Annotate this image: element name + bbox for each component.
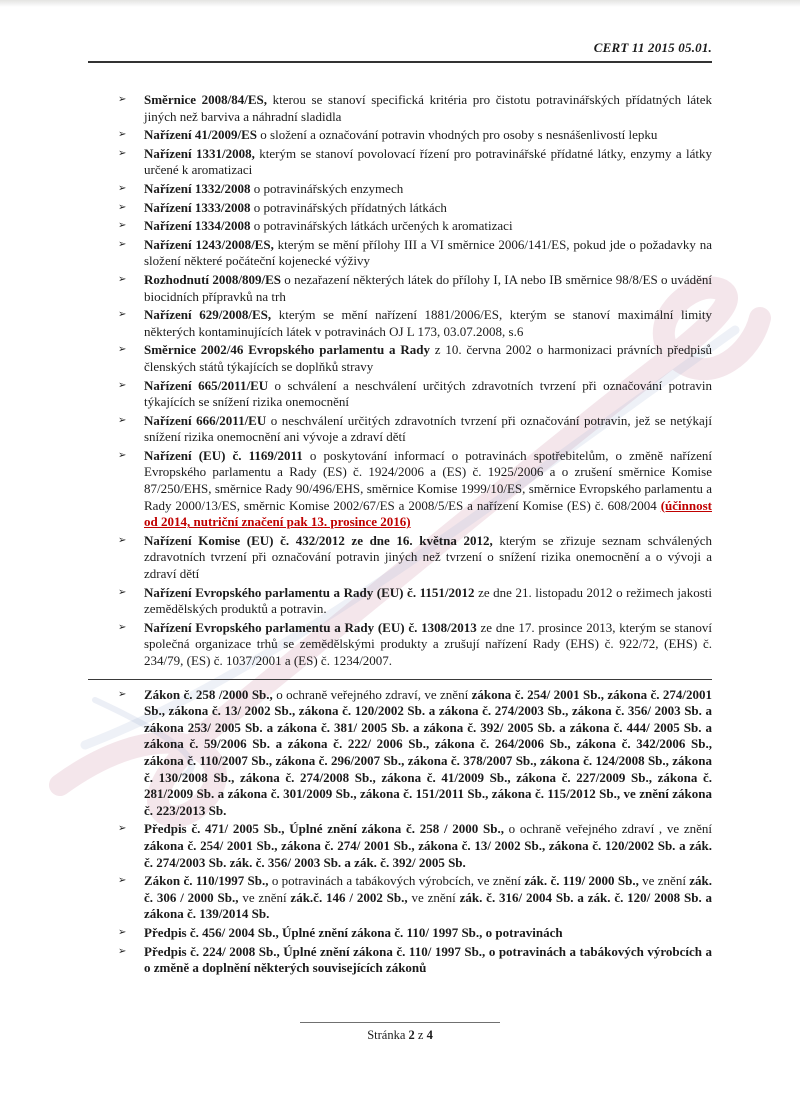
text-segment: Nařízení 665/2011/EU	[144, 377, 275, 393]
list-item-text	[144, 585, 712, 618]
list-item-text	[144, 533, 712, 583]
text-segment: z 10. června 2002 o harmonizaci právních předpisů členských států týkajících se doplňků stravy	[144, 342, 713, 374]
text-segment: o potravinářských přídatných látkách	[253, 199, 447, 215]
page-number	[88, 1028, 712, 1043]
text-segment: zák.č. 146 / 2002 Sb.,	[290, 889, 412, 905]
text-segment: Směrnice 2008/84/ES,	[144, 92, 273, 107]
list-item-text	[144, 307, 712, 340]
text-segment: Směrnice 2002/46 Evropského parlamentu a Rady	[144, 342, 435, 358]
section-divider	[88, 679, 712, 680]
text-segment: o schválení a neschválení určitých zdravotních tvrzení při označování potravin týkajících se snížení rizika onemocnění	[144, 377, 712, 410]
text-segment: Zákon č. 258 /2000 Sb.,	[144, 686, 277, 702]
list-item-text	[144, 620, 712, 670]
arrow-bullet-icon: ➢	[118, 379, 127, 391]
list-item	[88, 944, 712, 977]
text-segment: kterým se stanoví povolovací řízení pro potravinářské přídatné látky, enzymy a látky určené k aromatizaci	[144, 145, 712, 178]
text-segment: Rozhodnutí 2008/809/ES	[144, 271, 285, 287]
text-segment: kterým se mění nařízení 1881/2006/ES, kterým se stanoví maximální limity některých kontaminujících látek v potravinách OJ L 173, 03.07.2008, s.6	[144, 307, 712, 339]
text-segment: zákona č. 254/ 2001 Sb., zákona č. 274/ 2001 Sb., zákona č. 13/ 2002 Sb., zákona č. 120/2002 Sb. a zák. č. 274/2003 Sb. zák. č. 356/ 2003 Sb. a zák. č. 392/ 2005 Sb.	[144, 837, 712, 870]
list-item-text	[144, 200, 712, 217]
list-item	[88, 127, 712, 144]
arrow-bullet-icon: ➢	[118, 534, 127, 546]
footer-separator	[300, 1022, 500, 1023]
list-item	[88, 200, 712, 217]
text-segment: 2	[408, 1028, 415, 1042]
list-item	[88, 307, 712, 340]
text-segment: o ochraně veřejného zdraví, ve znění	[276, 686, 472, 702]
list-item-text	[144, 378, 712, 411]
list-item	[88, 218, 712, 235]
text-segment: ve znění	[242, 889, 291, 905]
arrow-bullet-icon: ➢	[118, 621, 127, 633]
text-segment: z	[414, 1028, 427, 1042]
text-segment: o potravinách a tabákových výrobcích, ve znění	[271, 873, 525, 889]
arrow-bullet-icon: ➢	[118, 129, 127, 141]
list-item-text	[144, 181, 712, 198]
arrow-bullet-icon: ➢	[118, 220, 127, 232]
text-segment: Nařízení 1243/2008/ES,	[144, 236, 278, 252]
list-item-text	[144, 218, 712, 235]
list-item-text	[144, 925, 712, 942]
header-reference: CERT 11 2015 05.01.	[593, 40, 712, 55]
arrow-bullet-icon: ➢	[118, 147, 127, 159]
content-area	[88, 92, 712, 979]
arrow-bullet-icon: ➢	[118, 414, 127, 426]
text-segment: zák. č. 119/ 2000 Sb.,	[524, 873, 643, 889]
text-segment: (účinnost od 2014, nutriční značení pak 13. prosince 2016)	[144, 497, 712, 530]
arrow-bullet-icon: ➢	[118, 273, 127, 285]
text-segment: zák. č. 306 / 2000 Sb.,	[144, 873, 713, 905]
list-item-text	[144, 272, 712, 305]
arrow-bullet-icon: ➢	[118, 926, 127, 938]
list-item	[88, 687, 712, 820]
list-item	[88, 146, 712, 179]
arrow-bullet-icon: ➢	[118, 823, 127, 835]
text-segment: ve znění	[642, 873, 690, 889]
list-item	[88, 342, 712, 375]
list-item	[88, 181, 712, 198]
arrow-bullet-icon: ➢	[118, 688, 127, 700]
list-item-text	[144, 92, 712, 125]
arrow-bullet-icon: ➢	[118, 344, 127, 356]
list-item	[88, 533, 712, 583]
arrow-bullet-icon: ➢	[118, 201, 127, 213]
page-footer	[88, 1022, 712, 1043]
arrow-bullet-icon: ➢	[118, 309, 127, 321]
list-item-text	[144, 448, 712, 531]
text-segment: o poskytování informací o potravinách spotřebitelům, o změně nařízení Evropského parlamentu a Rady (ES) č. 1924/2006 a (ES) č. 1925/2006 a o zrušení směrnice Komise 87/250/EHS, směrnice Rady 90/496/EHS, směrnice Komise 1999/10/ES, směrnice Evropského parlamentu a Rady 2000/13/ES, směrnic Komise 2002/67/ES a 2008/5/ES a nařízení Komise (ES) č. 608/2004	[144, 447, 712, 513]
text-segment: kterým se mění přílohy III a VI směrnice 2006/141/ES, pokud jde o požadavky na složení některé počáteční kojenecké výživy	[144, 236, 713, 269]
text-segment: Nařízení 629/2008/ES,	[144, 307, 279, 323]
text-segment: kterou se stanoví specifická kritéria pro čistotu potravinářských přídatných látek jiných než barviva a náhradní sladidla	[144, 92, 712, 124]
text-segment: o ochraně veřejného zdraví , ve znění	[508, 821, 713, 837]
text-segment: Nařízení Evropského parlamentu a Rady (EU) č. 1308/2013	[144, 619, 481, 635]
arrow-bullet-icon: ➢	[118, 875, 127, 887]
arrow-bullet-icon: ➢	[118, 238, 127, 250]
list-item	[88, 92, 712, 125]
list-item-text	[144, 944, 712, 977]
list-item-text	[144, 237, 712, 270]
text-segment: ve znění	[411, 889, 460, 905]
text-segment: o potravinářských látkách určených k aromatizaci	[253, 218, 513, 234]
list-item	[88, 873, 712, 923]
list-item	[88, 237, 712, 270]
text-segment: Nařízení 1334/2008	[144, 218, 254, 234]
text-segment: Nařízení Evropského parlamentu a Rady (EU) č. 1151/2012	[144, 584, 479, 600]
text-segment: o nezařazení některých látek do přílohy I, IA nebo IB směrnice 98/8/ES o uvádění biocidních přípravků na trh	[144, 271, 712, 304]
list-item	[88, 272, 712, 305]
list-item	[88, 413, 712, 446]
text-segment: Nařízení (EU) č. 1169/2011	[144, 447, 310, 463]
arrow-bullet-icon: ➢	[118, 94, 127, 105]
text-segment: 4	[426, 1028, 433, 1042]
text-segment: Nařízení 1332/2008	[144, 180, 254, 196]
text-segment: Předpis č. 471/ 2005 Sb., Úplné znění zákona č. 258 / 2000 Sb.,	[144, 821, 509, 837]
list-item	[88, 585, 712, 618]
scan-edge	[0, 0, 800, 7]
text-segment: o potravinářských enzymech	[253, 180, 404, 196]
list-item-text	[144, 687, 712, 820]
arrow-bullet-icon: ➢	[118, 945, 127, 957]
text-segment: ze dne 17. prosince 2013, kterým se stanoví společná organizace trhů se zemědělskými produkty a zrušují nařízení Rady (EHS) č. 922/72, (EHS) č. 234/79, (ES) č. 1037/2001 a (ES) č. 1234/2007.	[144, 619, 712, 668]
list-item	[88, 925, 712, 942]
page-header	[88, 40, 712, 63]
text-segment: Stránka	[367, 1028, 409, 1042]
list-item-text	[144, 873, 712, 923]
text-segment: Nařízení 666/2011/EU	[144, 412, 271, 428]
list-item	[88, 448, 712, 531]
list-item	[88, 821, 712, 871]
text-segment: o neschválení určitých zdravotních tvrzení při označování potravin, jež se netýkají snížení rizika onemocnění ani vývoje a zdraví dětí	[144, 412, 713, 445]
text-segment: kterým se zřizuje seznam schválených zdravotních tvrzení při označování potravin jiných než tvrzení o snížení rizika onemocnění a o vývoji a zdraví dětí	[144, 532, 712, 582]
list-item-text	[144, 821, 712, 871]
list-item-text	[144, 413, 712, 446]
text-segment: Nařízení Komise (EU) č. 432/2012 ze dne 16. května 2012,	[144, 532, 500, 548]
text-segment: zák. č. 316/ 2004 Sb. a zák. č. 120/ 2008 Sb. a zákona č. 139/2014 Sb.	[144, 889, 713, 922]
text-segment: Nařízení 41/2009/ES	[144, 127, 261, 143]
list-item-text	[144, 146, 712, 179]
arrow-bullet-icon: ➢	[118, 182, 127, 194]
list-item	[88, 620, 712, 670]
list-item-text	[144, 127, 712, 144]
arrow-bullet-icon: ➢	[118, 449, 127, 461]
national-laws-list	[88, 687, 712, 977]
text-segment: Zákon č. 110/1997 Sb.,	[144, 873, 272, 889]
text-segment: o složení a označování potravin vhodných pro osoby s nesnášenlivostí lepku	[260, 127, 658, 143]
arrow-bullet-icon: ➢	[118, 586, 127, 598]
eu-regulations-list	[88, 92, 712, 670]
list-item-text	[144, 342, 712, 375]
text-segment: Předpis č. 456/ 2004 Sb., Úplné znění zákona č. 110/ 1997 Sb., o potravinách	[144, 924, 563, 940]
text-segment: Předpis č. 224/ 2008 Sb., Úplné znění zákona č. 110/ 1997 Sb., o potravinách a tabákových výrobcích a o změně a doplnění některých souvisejících zákonů	[144, 943, 712, 976]
text-segment: ze dne 21. listopadu 2012 o režimech jakosti zemědělských produktů a potravin.	[144, 584, 712, 617]
text-segment: Nařízení 1331/2008,	[144, 145, 260, 161]
text-segment: zákona č. 254/ 2001 Sb., zákona č. 274/2001 Sb., zákona č. 13/ 2002 Sb., zákona č. 120/2002 Sb. a zákona č. 274/2003 Sb., zákona č. 356/ 2003 Sb. a zákona 253/ 2005 Sb. a zákona č. 381/ 2005 Sb. a zákona č. 392/ 2005 Sb. a zákona č. 444/ 2005 Sb. a zákona č. 59/2006 Sb. a zákona č. 222/ 2006 Sb., zákona č. 264/2006 Sb., zákona č. 342/2006 Sb., zákona č. 110/2007 Sb., zákona č. 296/2007 Sb., zákona č. 378/2007 Sb., zákona č. 124/2008 Sb., zákona č. 130/2008 Sb., zákona č. 274/2008 Sb., zákona č. 41/2009 Sb., zákona č. 227/2009 Sb., zákona č. 281/2009 Sb. a zákona č. 301/2009 Sb., zákona č. 151/2011 Sb., zákona č. 115/2012 Sb., ve znění zákona č. 223/2013 Sb.	[144, 686, 712, 818]
list-item	[88, 378, 712, 411]
text-segment: Nařízení 1333/2008	[144, 199, 254, 215]
